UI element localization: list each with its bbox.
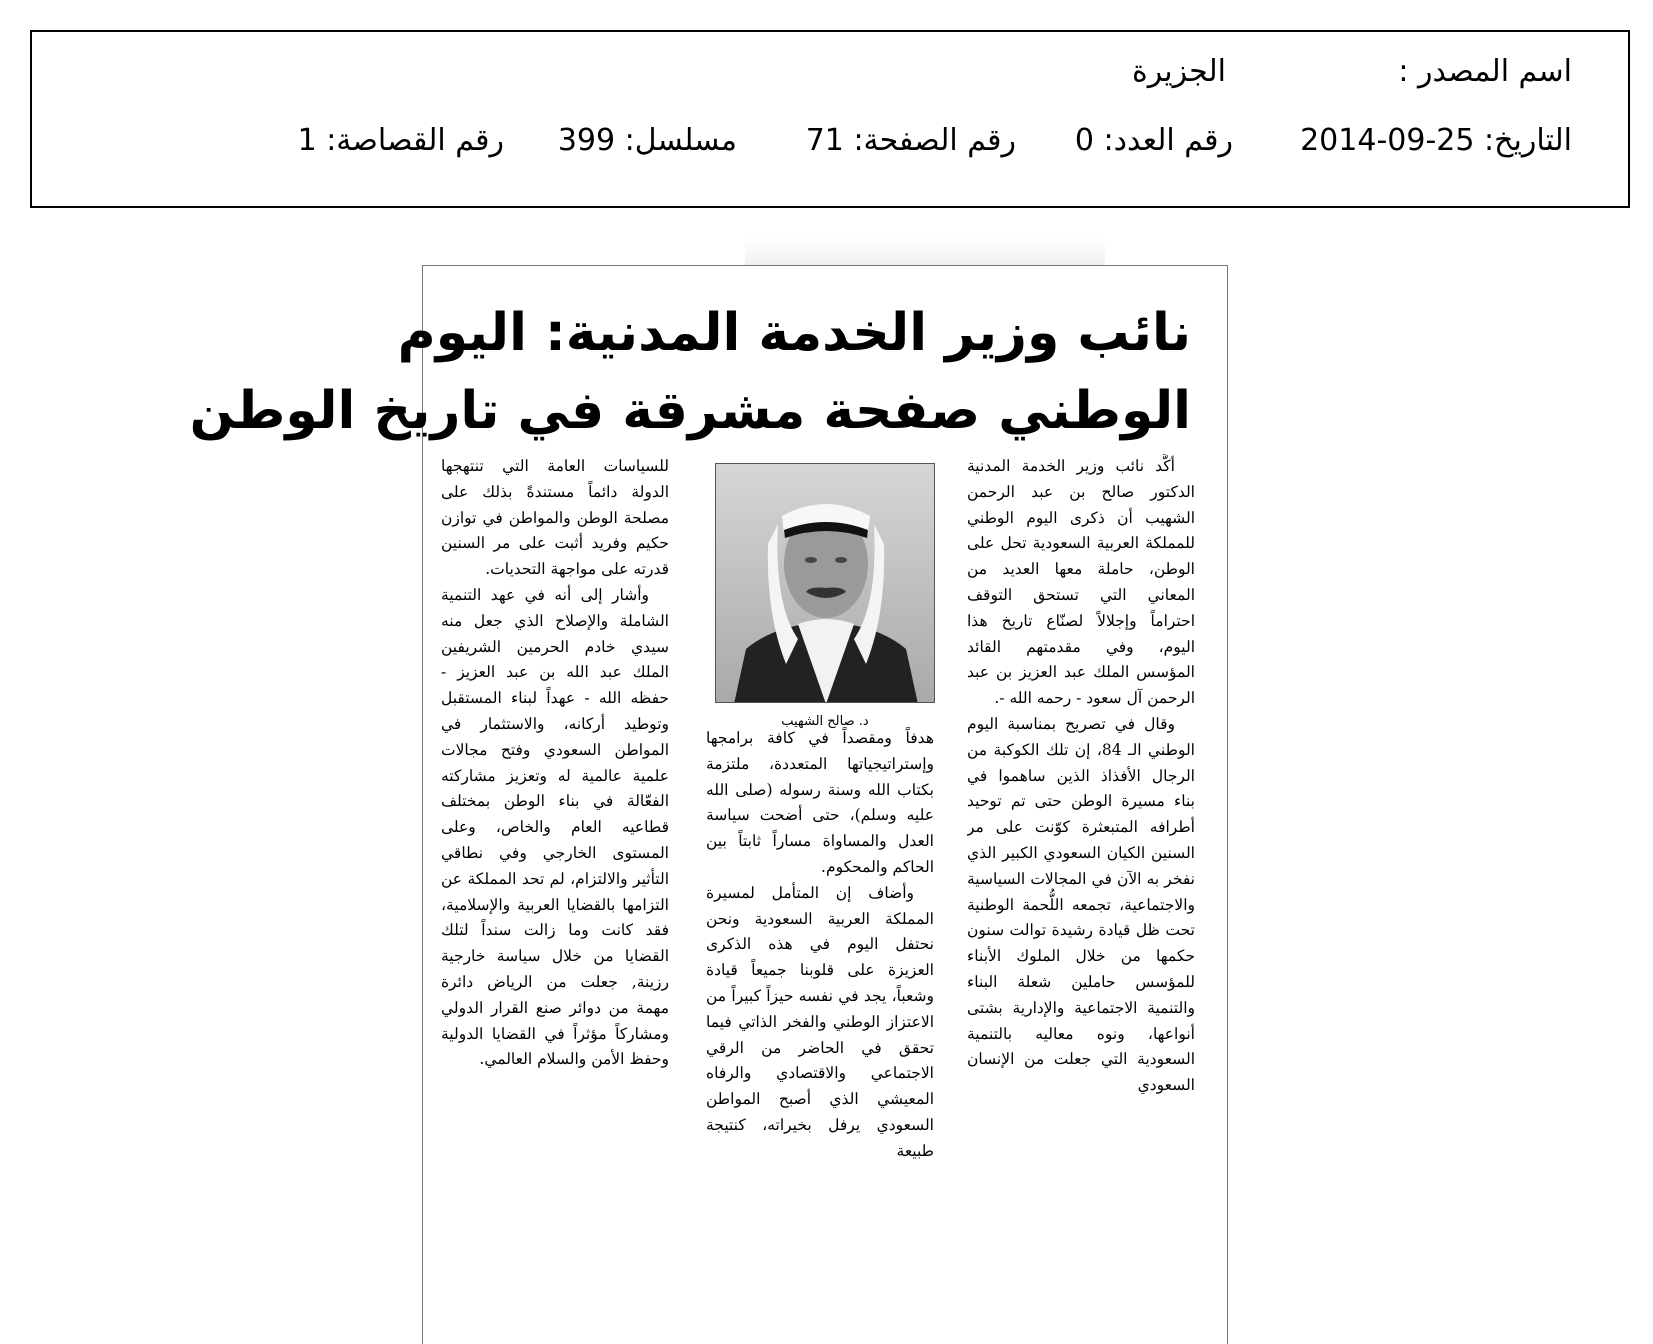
paragraph: هدفاً ومقصداً في كافة برامجها وإستراتيجياتها المتعددة، ملتزمة بكتاب الله وسنة رسوله (صلى الله عليه وسلم)، حتى أضحت سياسة العدل والمساواة مساراً ثابتاً بين الحاكم والمحكوم.	[706, 729, 934, 876]
metadata-header-box	[30, 30, 1630, 208]
paragraph: وأشار إلى أنه في عهد التنمية الشاملة والإصلاح الذي جعل منه سيدي خادم الحرمين الشريفين الملك عبد الله بن عبد العزيز - حفظه الله - عهداً لبناء المستقبل وتوطيد أركانه، والاستثمار في المواطن السعودي وفتح مجالات علمية عالمية له وتعزيز مشاركته الفعّالة في بناء الوطن بمختلف قطاعيه العام والخاص، وعلى المستوى الخارجي وفي نطاقي التأثير والالتزام، لم تحد المملكة عن التزامها بالقضايا العربية والإسلامية، فقد كانت وما زالت سنداً لتلك القضايا من خلال سياسة خارجية رزينة, جعلت من الرياض دائرة مهمة من دوائر صنع القرار الدولي ومشاركاً مؤثراً في القضايا الدولية وحفظ الأمن والسلام العالمي.	[441, 585, 669, 1069]
paragraph: أكَّد نائب وزير الخدمة المدنية الدكتور صالح بن عبد الرحمن الشهيب أن ذكرى اليوم الوطني للمملكة العربية السعودية تحل على الوطن، حاملة معها العديد من المعاني التي تستحق التوقف احتراماً وإجلالاً لصنّاع تاريخ هذا اليوم، وفي مقدمتهم القائد المؤسس الملك عبد العزيز بن عبد الرحمن آل سعود - رحمه الله -.	[967, 457, 1195, 708]
headline-line-2: الوطني صفحة مشرقة في تاريخ الوطن	[189, 381, 1191, 441]
serial-field: مسلسل: 399	[557, 123, 737, 158]
clip-edge-shadow	[745, 238, 1105, 268]
article-column-right	[967, 454, 1195, 1328]
issue-number-field: رقم العدد: 0	[1074, 123, 1233, 158]
article-headline	[189, 294, 1191, 450]
page-number-field: رقم الصفحة: 71	[805, 123, 1016, 158]
photo-caption: د. صالح الشهيب	[781, 714, 869, 729]
article-column-left	[441, 454, 669, 1328]
portrait-photo	[715, 463, 935, 703]
paragraph: للسياسات العامة التي تنتهجها الدولة دائماً مستندةً بذلك على مصلحة الوطن والمواطن في توازن حكيم وفريد أثبت على مر السنين قدرته على مواجهة التحديات.	[441, 457, 669, 579]
paragraph: وأضاف إن المتأمل لمسيرة المملكة العربية السعودية ونحن نحتفل اليوم في هذه الذكرى العزيزة على قلوبنا جميعاً قيادة وشعباً، يجد في نفسه حيزاً كبيراً من الاعتزاز الوطني والفخر الذاتي فيما تحقق في الحاضر من الرقي الاجتماعي والاقتصادي والرفاه المعيشي الذي أصبح المواطن السعودي يرفل بخيراته، كنتيجة طبيعة	[706, 883, 934, 1160]
paragraph: وقال في تصريح بمناسبة اليوم الوطني الـ 84، إن تلك الكوكبة من الرجال الأفذاذ الذين ساهموا في بناء مسيرة الوطن حتى تم توحيد أطرافه المتبعثرة كوّنت على مر السنين الكيان السعودي الكبير الذي نفخر به الآن في المجالات السياسية والاجتماعية، تجمعه اللُّحمة الوطنية تحت ظل قيادة رشيدة توالت سنون حكمها من خلال الملوك الأبناء للمؤسس حاملين شعلة البناء والتنمية الاجتماعية والإدارية بشتى أنواعها، ونوه معاليه بالتنمية السعودية التي جعلت من الإنسان السعودي	[967, 714, 1195, 1095]
article-column-middle	[706, 726, 934, 1328]
portrait-photo-image	[716, 464, 935, 703]
newspaper-clipping	[189, 265, 1228, 1344]
clip-number-field: رقم القصاصة: 1	[297, 123, 504, 158]
headline-line-1: نائب وزير الخدمة المدنية: اليوم	[397, 303, 1191, 363]
source-value: الجزيرة	[1131, 54, 1226, 89]
date-field: التاريخ: 25-09-2014	[1300, 123, 1572, 158]
source-label: اسم المصدر :	[1398, 54, 1572, 89]
